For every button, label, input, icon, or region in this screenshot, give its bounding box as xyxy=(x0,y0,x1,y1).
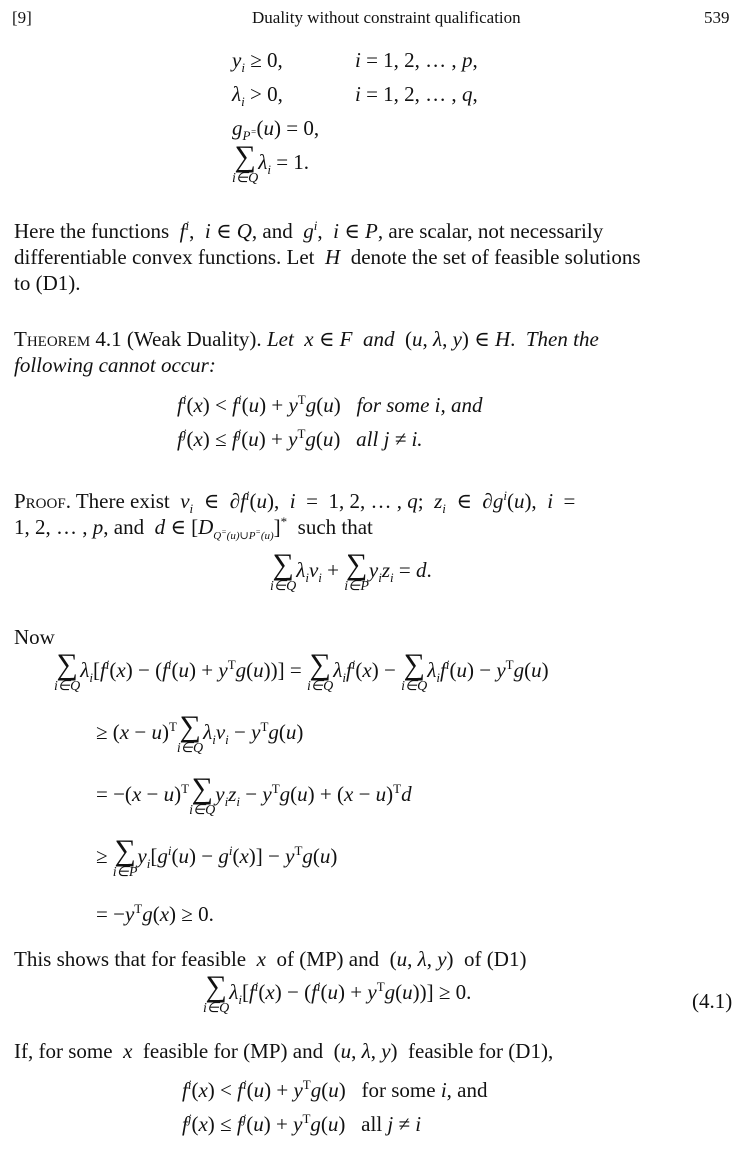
constraint-lambda-range: i = 1, 2, … , q, xyxy=(355,82,478,106)
proof-equation: ∑ i∈Q $\lambda_iv_i$ + ∑ i∈P $y_iz_i = d$. xyxy=(270,548,432,594)
derivation-line-1: ∑ i∈Q $\lambda_i[f^i(x) - (f^i(u) + y^Tg(u))]$ = ∑ i∈Q $\lambda_if^i(x)$ − ∑ i∈Q $\lambda_if^i(u) - y^Tg(u)$ xyxy=(54,648,549,694)
equation-4-1: ∑ i∈Q $\lambda_i[f^i(x) - (f^i(u) + y^Tg(u))] \ge 0$. xyxy=(203,970,472,1016)
paragraph-line-2: differentiable convex functions. Let H denote the set of feasible solutions xyxy=(14,245,641,269)
constraint-lambda: $\lambda_i > 0$, xyxy=(232,82,283,110)
proof-line-1: Proof. There exist $v_i$ ∈ $\partial f^i(u)$, i = 1, 2, … , q; $z_i$ ∈ $\partial g^i(u)$, i = xyxy=(14,488,576,517)
shows-line: This shows that for feasible x of (MP) and (u, λ, y) of (D1) xyxy=(14,947,527,971)
if-line: If, for some x feasible for (MP) and (u, λ, y) feasible for (D1), xyxy=(14,1039,554,1063)
constraint-sum: ∑ i∈Q $\lambda_i = 1$. xyxy=(232,140,310,186)
constraint-g: $g_{P^=}(u) = 0$, xyxy=(232,116,320,144)
derivation-line-3: = $-(x - u)^T$ ∑ i∈Q $y_iz_i - y^Tg(u) + (x - u)^Td$ xyxy=(96,772,412,818)
page-number: 539 xyxy=(704,8,730,27)
running-title: Duality without constraint qualification xyxy=(252,8,521,27)
derivation-line-5: = $-y^Tg(x) \ge 0$. xyxy=(96,901,214,926)
proof-line-2: 1, 2, … , p, and d ∈ $[D_{Q^=(u)\cup P^=(u)}]^*$ such that xyxy=(14,514,373,543)
final-condition-2: $f^j(x) \le f^j(u) + y^Tg(u)$ all j ≠ i xyxy=(182,1111,422,1136)
derivation-line-2: ≥ $(x - u)^T$ ∑ i∈Q $\lambda_iv_i - y^Tg(u)$ xyxy=(96,710,304,756)
proof-label: Proof. xyxy=(14,489,71,513)
final-condition-1: $f^i(x) < f^i(u) + y^Tg(u)$ for some i, and xyxy=(182,1077,488,1102)
equation-label: (4.1) xyxy=(692,989,733,1013)
reference-number: [9] xyxy=(12,8,32,27)
theorem-statement-line-2: following cannot occur: xyxy=(14,353,216,377)
proof-now: Now xyxy=(14,625,55,649)
constraint-y-range: i = 1, 2, … , p, xyxy=(355,48,478,72)
paragraph-line-1: Here the functions $f^i$, i ∈ Q, and $g^i$, i ∈ P, are scalar, not necessarily xyxy=(14,218,604,243)
theorem-condition-1: $f^i(x) < f^i(u) + y^Tg(u)$ for some i, and xyxy=(177,392,483,417)
theorem-heading: Theorem 4.1 (Weak Duality). Let x ∈ F and (u, λ, y) ∈ H. Then the xyxy=(14,327,599,351)
theorem-label: Theorem xyxy=(14,327,91,351)
paragraph-line-3: to (D1). xyxy=(14,271,81,295)
constraint-y: $y_i \ge 0$, xyxy=(232,48,283,76)
theorem-condition-2: $f^j(x) \le f^j(u) + y^Tg(u)$ all j ≠ i. xyxy=(177,426,423,451)
derivation-line-4: ≥ ∑ i∈P $y_i[g^i(u) - g^i(x)] - y^Tg(u)$ xyxy=(96,834,338,880)
